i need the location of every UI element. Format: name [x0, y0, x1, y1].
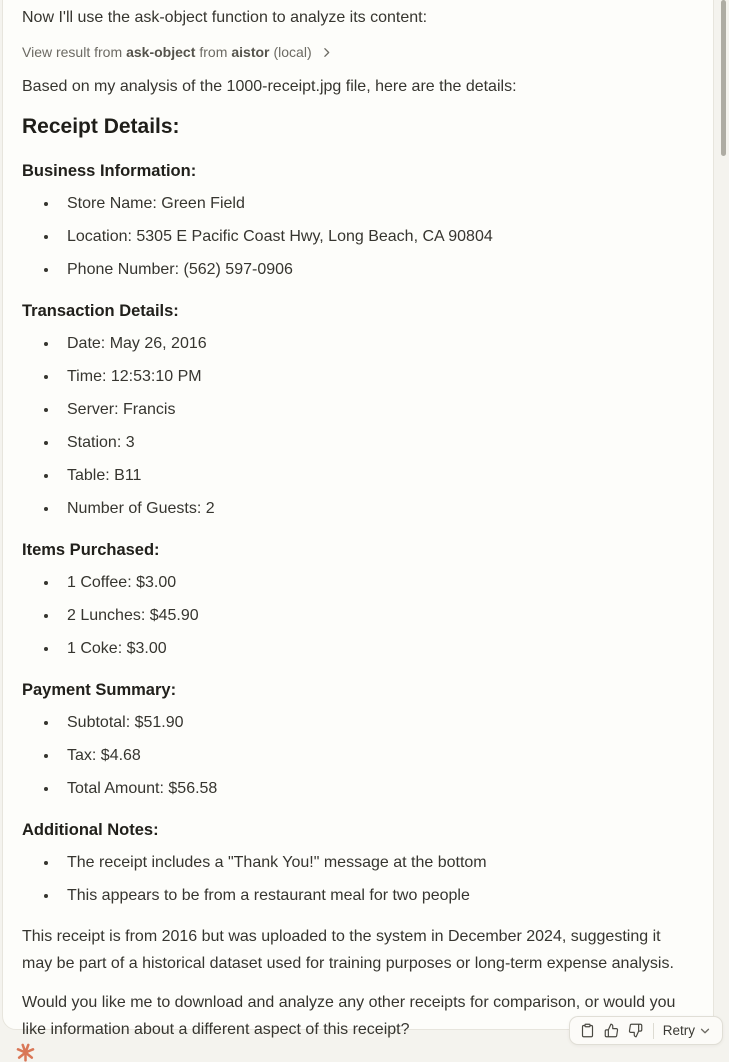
section-heading-items: Items Purchased: — [22, 541, 160, 559]
scrollbar-thumb[interactable] — [721, 0, 726, 156]
retry-label: Retry — [662, 1023, 695, 1038]
copy-button[interactable] — [576, 1019, 600, 1043]
list-item: • The receipt includes a "Thank You!" message at the bottom — [59, 853, 693, 873]
list-item: • Location: 5305 E Pacific Coast Hwy, Long Beach, CA 90804 — [59, 227, 693, 247]
list-item: • Server: Francis — [59, 400, 693, 420]
receipt-details-title: Receipt Details: — [22, 115, 180, 138]
closing-paragraph-2: Would you like me to download and analyze any other receipts for comparison, or would you like information about a different aspect of this receipt? — [22, 994, 676, 1038]
thumbs-down-icon — [628, 1023, 643, 1038]
items-purchased-list — [22, 573, 693, 659]
message-actions-bar — [569, 1016, 723, 1045]
chevron-right-icon[interactable] — [320, 46, 333, 59]
thumbs-up-button[interactable] — [600, 1019, 624, 1043]
chevron-down-icon — [698, 1024, 712, 1038]
copy-icon — [580, 1023, 595, 1038]
additional-notes-list — [22, 853, 693, 906]
list-item: • 1 Coke: $3.00 — [59, 639, 693, 659]
section-heading-notes: Additional Notes: — [22, 821, 159, 839]
brand-asterisk-icon — [16, 1043, 35, 1062]
thumbs-down-button[interactable] — [624, 1019, 648, 1043]
transaction-details-list — [22, 334, 693, 519]
list-item: • This appears to be from a restaurant meal for two people — [59, 886, 693, 906]
business-info-list — [22, 194, 693, 280]
list-item: • Station: 3 — [59, 433, 693, 453]
list-item: • 2 Lunches: $45.90 — [59, 606, 693, 626]
payment-summary-list — [22, 713, 693, 799]
list-item: • Phone Number: (562) 597-0906 — [59, 260, 693, 280]
list-item: • Table: B11 — [59, 466, 693, 486]
list-item: • Store Name: Green Field — [59, 194, 693, 214]
section-heading-transaction: Transaction Details: — [22, 302, 179, 320]
list-item: • 1 Coffee: $3.00 — [59, 573, 693, 593]
server-name: aistor — [231, 44, 270, 60]
intro-text: Now I'll use the ask-object function to analyze its content: — [22, 9, 428, 26]
tool-result-link[interactable] — [22, 44, 693, 60]
list-item: • Time: 12:53:10 PM — [59, 367, 693, 387]
list-item: • Total Amount: $56.58 — [59, 779, 693, 799]
tool-result-prefix: View result from — [22, 44, 123, 60]
list-item: • Date: May 26, 2016 — [59, 334, 693, 354]
retry-button[interactable] — [661, 1023, 714, 1038]
tool-result-connector: from — [199, 44, 228, 60]
list-item: • Subtotal: $51.90 — [59, 713, 693, 733]
thumbs-up-icon — [604, 1023, 619, 1038]
list-item: • Number of Guests: 2 — [59, 499, 693, 519]
actions-divider — [653, 1023, 654, 1039]
section-heading-business: Business Information: — [22, 162, 197, 180]
list-item: • Tax: $4.68 — [59, 746, 693, 766]
section-heading-payment: Payment Summary: — [22, 681, 177, 699]
tool-result-suffix: (local) — [273, 44, 312, 60]
analysis-intro-text: Based on my analysis of the 1000-receipt.jpg file, here are the details: — [22, 78, 517, 95]
tool-name: ask-object — [126, 44, 196, 60]
closing-paragraph-1: This receipt is from 2016 but was uploaded to the system in December 2024, suggesting it may be part of a historical dataset used for training purposes or long-term expense analysis. — [22, 928, 674, 972]
